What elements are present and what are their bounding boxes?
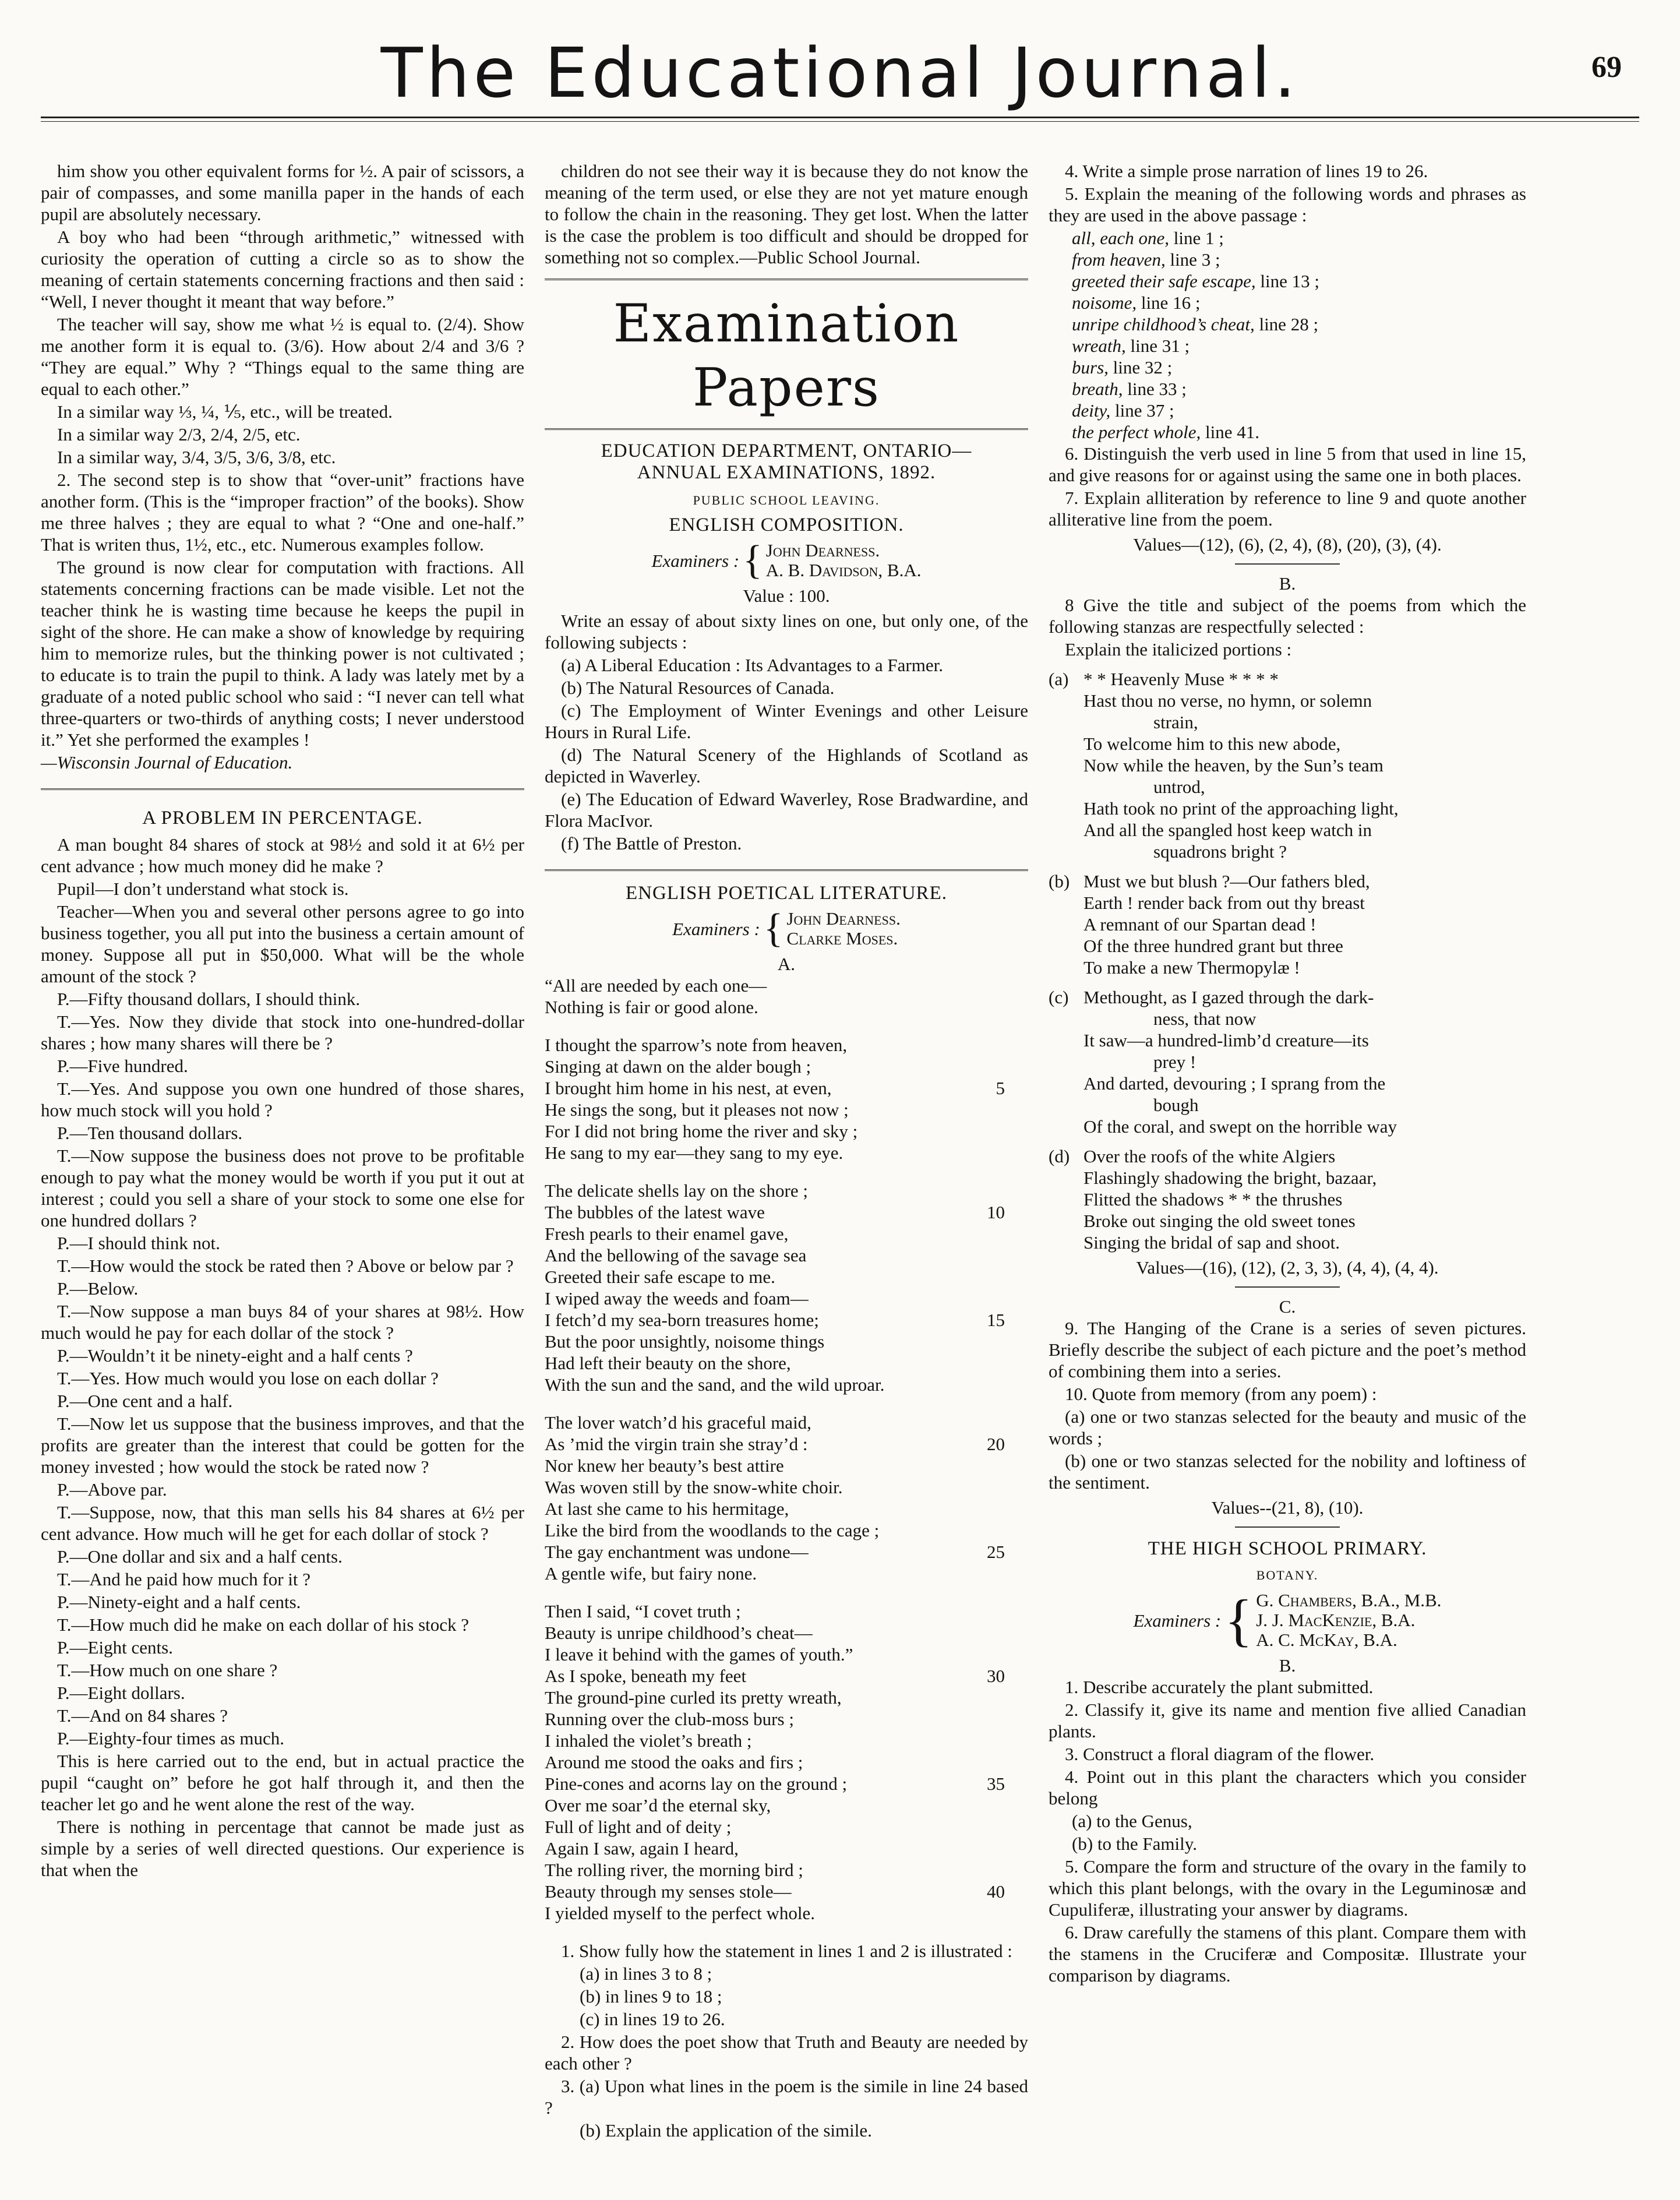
poem-line bbox=[545, 1433, 1028, 1455]
stanza-line: Broke out singing the old sweet tones bbox=[1083, 1211, 1356, 1231]
poem-line bbox=[545, 1902, 1028, 1924]
paragraph: In a similar way, 3/4, 3/5, 3/6, 3/8, etc. bbox=[57, 447, 336, 467]
poem-line bbox=[545, 1600, 1028, 1622]
dialogue-paragraph: P.—I should think not. bbox=[57, 1233, 220, 1253]
stanza-line: To welcome him to this new abode, bbox=[1083, 734, 1341, 754]
poem-line bbox=[545, 1120, 1028, 1142]
phrase: burs, bbox=[1072, 357, 1109, 378]
stanza-b bbox=[1049, 870, 1526, 978]
composition-examiners: Examiners : { John Dearness. A. B. Davidson, B.A. bbox=[651, 538, 922, 583]
poem-stanza bbox=[545, 1600, 1028, 1924]
poem-line-text: At last she came to his hermitage, bbox=[545, 1499, 789, 1519]
examiners-label: Examiners : bbox=[1133, 1610, 1222, 1631]
poem-line-text: I inhaled the violet’s breath ; bbox=[545, 1730, 752, 1751]
intro-article bbox=[41, 160, 524, 750]
stanza-tag: (c) bbox=[1049, 987, 1069, 1007]
poem-line-text: Pine-cones and acorns lay on the ground ; bbox=[545, 1774, 848, 1794]
line-number: 20 bbox=[987, 1434, 1005, 1454]
poem-line-text: And the bellowing of the savage sea bbox=[545, 1245, 807, 1265]
paragraph: The teacher will say, show me what ½ is equal to. (2/4). Show me another form it is equal to. (3/6). How about 2/4 and 3/6 ? “They are equal.” Why ? “Things equal to the same thing are equal to each other.” bbox=[41, 314, 524, 399]
botany-label: BOTANY. bbox=[1256, 1568, 1319, 1582]
dialogue-paragraph: P.—Below. bbox=[57, 1278, 139, 1299]
poem-line bbox=[545, 1881, 1028, 1902]
botany-examiners: Examiners : { G. Chambers, B.A., M.B. J. J. MacKenzie, B.A. A. C. McKay, B.A. bbox=[1133, 1588, 1442, 1652]
poem-line bbox=[545, 1476, 1028, 1498]
essay-subject: (e) The Education of Edward Waverley, Rose Bradwardine, and Flora MacIvor. bbox=[545, 789, 1028, 831]
dialogue-paragraph: T.—And on 84 shares ? bbox=[57, 1705, 228, 1726]
poem-line bbox=[545, 1099, 1028, 1120]
poem-line bbox=[545, 1751, 1028, 1773]
dept-line-1: EDUCATION DEPARTMENT, ONTARIO— bbox=[601, 440, 972, 461]
dialogue-paragraph: P.—Eighty-four times as much. bbox=[57, 1728, 285, 1748]
column-1 bbox=[41, 160, 524, 1882]
poem-line bbox=[545, 1077, 1028, 1099]
line-reference: line 37 ; bbox=[1110, 400, 1174, 421]
poem-line bbox=[545, 1519, 1028, 1541]
poem-line-text: The lover watch’d his graceful maid, bbox=[545, 1412, 811, 1433]
question-5: 5. Explain the meaning of the following words and phrases as they are used in the above passage : bbox=[1049, 184, 1526, 225]
dialogue-paragraph: P.—Eight cents. bbox=[57, 1637, 173, 1658]
stanza-line: * * Heavenly Muse * * * * bbox=[1083, 669, 1279, 689]
poem-line bbox=[545, 1352, 1028, 1374]
article-divider bbox=[41, 788, 524, 790]
question: (b) Explain the application of the simile. bbox=[580, 2120, 872, 2141]
phrase-item bbox=[1049, 421, 1526, 443]
examiner-name: J. J. MacKenzie, B.A. bbox=[1256, 1610, 1416, 1630]
question-6: 6. Distinguish the verb used in line 5 from that used in line 15, and give reasons for or against using the same one in both places. bbox=[1049, 443, 1526, 485]
botany-question: 6. Draw carefully the stamens of this plant. Compare them with the stamens in the Cruciferæ and Compositæ. Illustrate your comparison by diagrams. bbox=[1049, 1922, 1526, 1986]
stanza-line: Hath took no print of the approaching light, bbox=[1083, 798, 1399, 819]
section-a-label: A. bbox=[777, 954, 796, 974]
stanza-line: squadrons bright ? bbox=[1153, 841, 1287, 862]
poem-line-text: Beauty through my senses stole— bbox=[545, 1881, 792, 1902]
poem-line bbox=[545, 1730, 1028, 1751]
essay-subject: (d) The Natural Scenery of the Highlands of Scotland as depicted in Waverley. bbox=[545, 745, 1028, 787]
botany-question: 5. Compare the form and structure of the ovary in the family to which this plant belongs, with the ovary in the Leguminosæ and Cupuliferæ, illustrating your answer by diagrams. bbox=[1049, 1856, 1526, 1920]
dialogue-paragraph: P.—Five hundred. bbox=[57, 1056, 188, 1076]
stanza-c bbox=[1049, 986, 1526, 1137]
botany-section-label: B. bbox=[1279, 1655, 1296, 1676]
poem-line-text: I wiped away the weeds and foam— bbox=[545, 1288, 809, 1309]
phrase: from heaven, bbox=[1072, 249, 1166, 270]
poem-line-text: As I spoke, beneath my feet bbox=[545, 1666, 747, 1686]
poem-line-text: Fresh pearls to their enamel gave, bbox=[545, 1224, 789, 1244]
composition-value: Value : 100. bbox=[743, 586, 830, 606]
poem-line-text: With the sun and the sand, and the wild uproar. bbox=[545, 1374, 885, 1395]
stanza-line: ness, that now bbox=[1153, 1009, 1257, 1029]
poem-line bbox=[545, 1374, 1028, 1395]
stanza-line: prey ! bbox=[1153, 1052, 1197, 1072]
stanza-line: Flashingly shadowing the bright, bazaar, bbox=[1083, 1168, 1377, 1188]
phrase-item bbox=[1049, 270, 1526, 292]
line-reference: line 3 ; bbox=[1165, 249, 1220, 270]
poem-line-text: The bubbles of the latest wave bbox=[545, 1202, 765, 1222]
journal-title: The Educational Journal. bbox=[380, 33, 1300, 113]
poem bbox=[545, 975, 1028, 1924]
poem-line bbox=[545, 1859, 1028, 1881]
quoted-stanzas bbox=[1049, 668, 1526, 1253]
paragraph: In a similar way ⅓, ¼, ⅕, etc., will be treated. bbox=[57, 401, 393, 422]
stanza-line: Singing the bridal of sap and shoot. bbox=[1083, 1232, 1340, 1253]
essay-subject: (f) The Battle of Preston. bbox=[561, 833, 742, 854]
short-divider bbox=[1235, 1286, 1340, 1288]
dialogue-paragraph: T.—Yes. Now they divide that stock into one-hundred-dollar shares ; how many shares will there be ? bbox=[41, 1011, 524, 1053]
poem-line bbox=[545, 1816, 1028, 1838]
poem-line-text: Running over the club-moss burs ; bbox=[545, 1709, 794, 1729]
poem-line bbox=[545, 1309, 1028, 1331]
poem-line bbox=[545, 1056, 1028, 1077]
dialogue-paragraph: T.—Suppose, now, that this man sells his 84 shares at 6½ per cent advance. How much will he get for each dollar of stock ? bbox=[41, 1502, 524, 1544]
botany-question: (a) to the Genus, bbox=[1072, 1811, 1192, 1831]
question: 3. (a) Upon what lines in the poem is the simile in line 24 based ? bbox=[545, 2076, 1028, 2118]
question: 1. Show fully how the statement in lines 1 and 2 is illustrated : bbox=[561, 1941, 1012, 1961]
dialogue-paragraph: Teacher—When you and several other persons agree to go into business together, you all put into the business a certain amount of money. Suppose all put in $50,000. What will be the whole amount of the stock ? bbox=[41, 901, 524, 986]
poem-line-text: Over me soar’d the eternal sky, bbox=[545, 1795, 771, 1815]
dialogue-paragraph: P.—Wouldn’t it be ninety-eight and a half cents ? bbox=[57, 1345, 413, 1366]
poem-line bbox=[545, 1622, 1028, 1644]
stanza-line: Hast thou no verse, no hymn, or solemn bbox=[1083, 690, 1372, 711]
problem-article bbox=[41, 834, 524, 1881]
dialogue-paragraph: T.—How would the stock be rated then ? Above or below par ? bbox=[57, 1256, 514, 1276]
poem-line-text: Again I saw, again I heard, bbox=[545, 1838, 739, 1859]
poem-line-text: He sings the song, but it pleases not now ; bbox=[545, 1099, 849, 1120]
essay-subject: (b) The Natural Resources of Canada. bbox=[561, 678, 835, 698]
poem-line-text: Nor knew her beauty’s best attire bbox=[545, 1455, 784, 1476]
botany-questions bbox=[1049, 1676, 1526, 1986]
values-a: Values—(12), (6), (2, 4), (8), (20), (3), (4). bbox=[1133, 534, 1442, 555]
poem-line bbox=[545, 1838, 1028, 1859]
section-b-label: B. bbox=[1279, 573, 1296, 594]
dialogue-paragraph: T.—How much did he make on each dollar of his stock ? bbox=[57, 1614, 470, 1635]
composition-title: ENGLISH COMPOSITION. bbox=[669, 514, 904, 535]
examiner-name: John Dearness. bbox=[765, 540, 880, 560]
stanza-line: Flitted the shadows * * the thrushes bbox=[1083, 1189, 1343, 1210]
dialogue-paragraph: P.—Ten thousand dollars. bbox=[57, 1123, 243, 1143]
dialogue-paragraph: P.—Eight dollars. bbox=[57, 1683, 185, 1703]
essay-subject: (c) The Employment of Winter Evenings and other Leisure Hours in Rural Life. bbox=[545, 700, 1028, 742]
short-divider bbox=[1235, 1526, 1340, 1528]
stanza-line: It saw—a hundred-limb’d creature—its bbox=[1083, 1030, 1369, 1050]
phrase: the perfect whole, bbox=[1072, 422, 1201, 442]
section-c-label: C. bbox=[1279, 1296, 1296, 1317]
poem-line-text: Full of light and of deity ; bbox=[545, 1817, 732, 1837]
problem-title: A PROBLEM IN PERCENTAGE. bbox=[142, 808, 423, 828]
question: (a) in lines 3 to 8 ; bbox=[580, 1963, 712, 1984]
phrase-item bbox=[1049, 357, 1526, 378]
poem-line bbox=[545, 1201, 1028, 1223]
poem-line bbox=[545, 1541, 1028, 1563]
poem-line bbox=[545, 1034, 1028, 1056]
phrase: greeted their safe escape, bbox=[1072, 271, 1256, 291]
phrase-item bbox=[1049, 249, 1526, 270]
poem-line-text: I leave it behind with the games of youth.” bbox=[545, 1644, 853, 1665]
phrase-item bbox=[1049, 292, 1526, 313]
poem-line-text: As ’mid the virgin train she stray’d : bbox=[545, 1434, 808, 1454]
stanza-line: strain, bbox=[1153, 712, 1198, 732]
poetry-title: ENGLISH POETICAL LITERATURE. bbox=[626, 883, 947, 904]
column-2 bbox=[545, 160, 1028, 2142]
phrase: unripe childhood’s cheat, bbox=[1072, 314, 1255, 334]
botany-question: 3. Construct a floral diagram of the flower. bbox=[1065, 1744, 1375, 1764]
poem-line bbox=[545, 1244, 1028, 1266]
stanza-line: And all the spangled host keep watch in bbox=[1083, 820, 1372, 840]
short-divider bbox=[1235, 563, 1340, 565]
poem-line-text: A gentle wife, but fairy none. bbox=[545, 1563, 757, 1584]
poem-line-text: I brought him home in his nest, at even, bbox=[545, 1078, 832, 1098]
stanza-line: Over the roofs of the white Algiers bbox=[1083, 1146, 1336, 1166]
question-7: 7. Explain alliteration by reference to line 9 and quote another alliterative line from the poem. bbox=[1049, 488, 1526, 530]
article-continuation: children do not see their way it is because they do not know the meaning of the term used, or else they are not yet mature enough to follow the chain in the reasoning. They get lost. When the latter is the case the problem is too difficult and should be dropped for something not so complex.—Public School Journal. bbox=[545, 161, 1028, 267]
poem-stanza bbox=[545, 1180, 1028, 1395]
poem-line bbox=[545, 1708, 1028, 1730]
poem-line-text: He sang to my ear—they sang to my eye. bbox=[545, 1143, 843, 1163]
line-reference: line 1 ; bbox=[1169, 228, 1224, 248]
intro-source: —Wisconsin Journal of Education. bbox=[41, 752, 293, 773]
stanza-line: Earth ! render back from out thy breast bbox=[1083, 893, 1365, 913]
poem-line bbox=[545, 1288, 1028, 1309]
poem-line bbox=[545, 1266, 1028, 1288]
masthead bbox=[41, 29, 1639, 117]
dialogue-paragraph: P.—Ninety-eight and a half cents. bbox=[57, 1592, 301, 1612]
phrase-item bbox=[1049, 378, 1526, 400]
composition-instruction: Write an essay of about sixty lines on one, but only one, of the following subjects : bbox=[545, 611, 1028, 653]
stanza-line: A remnant of our Spartan dead ! bbox=[1083, 914, 1317, 935]
stanza-d bbox=[1049, 1145, 1526, 1253]
question: (c) in lines 19 to 26. bbox=[580, 2009, 725, 2029]
examiner-name: Clarke Moses. bbox=[786, 928, 898, 949]
phrase: all, each one, bbox=[1072, 228, 1170, 248]
stanza-line: Now while the heaven, by the Sun’s team bbox=[1083, 755, 1383, 775]
stanza-line: And darted, devouring ; I sprang from the bbox=[1083, 1073, 1386, 1094]
stanza-line: Must we but blush ?—Our fathers bled, bbox=[1083, 871, 1370, 891]
dialogue-paragraph: T.—How much on one share ? bbox=[57, 1660, 278, 1680]
question-4: 4. Write a simple prose narration of lines 19 to 26. bbox=[1065, 161, 1428, 181]
phrase-item bbox=[1049, 335, 1526, 357]
composition-options bbox=[545, 654, 1028, 854]
line-number: 25 bbox=[987, 1542, 1005, 1562]
poem-line bbox=[545, 1644, 1028, 1665]
values-c: Values--(21, 8), (10). bbox=[1211, 1497, 1364, 1518]
poem-stanza bbox=[545, 1412, 1028, 1584]
poem-line bbox=[545, 1180, 1028, 1201]
phrase: breath, bbox=[1072, 379, 1123, 399]
question-5-items bbox=[1049, 227, 1526, 443]
poem-line-text: Had left their beauty on the shore, bbox=[545, 1353, 791, 1373]
poem-epigraph bbox=[545, 975, 1028, 1018]
line-reference: line 41. bbox=[1201, 422, 1259, 442]
poem-line-text: For I did not bring home the river and sky ; bbox=[545, 1121, 858, 1141]
botany-question: (b) to the Family. bbox=[1072, 1834, 1197, 1854]
line-number: 10 bbox=[987, 1202, 1005, 1222]
line-number: 5 bbox=[996, 1078, 1005, 1098]
dialogue-paragraph: P.—Fifty thousand dollars, I should think. bbox=[57, 989, 361, 1009]
line-number: 35 bbox=[987, 1774, 1005, 1794]
section-divider-2 bbox=[545, 428, 1028, 430]
stanza-line: Methought, as I gazed through the dark- bbox=[1083, 987, 1374, 1007]
poem-line-text: I thought the sparrow’s note from heaven, bbox=[545, 1035, 848, 1055]
paragraph: 2. The second step is to show that “over-unit” fractions have another form. (This is the “improper fraction” of the books). Show me three halves ; they are equal to what ? “One and one-half.” That is writen thus, 1½, etc., etc. Numerous examples follow. bbox=[41, 470, 524, 555]
poem-line-text: Like the bird from the woodlands to the cage ; bbox=[545, 1520, 880, 1540]
stanza-line: Of the coral, and swept on the horrible way bbox=[1083, 1116, 1397, 1137]
line-reference: line 31 ; bbox=[1125, 336, 1190, 356]
dialogue-paragraph: This is here carried out to the end, but in actual practice the pupil “caught on” before he got half through it, and then the teacher let go and he went alone the rest of the way. bbox=[41, 1751, 524, 1814]
dialogue-paragraph: T.—And he paid how much for it ? bbox=[57, 1569, 311, 1589]
dialogue-paragraph: P.—Above par. bbox=[57, 1479, 167, 1500]
examiner-name: G. Chambers, B.A., M.B. bbox=[1256, 1590, 1442, 1610]
dialogue-paragraph: A man bought 84 shares of stock at 98½ and sold it at 6½ per cent advance ; how much money did he make ? bbox=[41, 834, 524, 876]
dialogue-paragraph: T.—Now suppose a man buys 84 of your shares at 98½. How much would he pay for each dollar of the stock ? bbox=[41, 1301, 524, 1343]
poem-line-text: Was woven still by the snow-white choir. bbox=[545, 1477, 843, 1497]
masthead-rule-thin bbox=[41, 121, 1639, 122]
line-number: 40 bbox=[987, 1881, 1005, 1902]
paragraph: The ground is now clear for computation with fractions. All statements concerning fractions can be made visible. Let not the teacher think he is wasting time because he keeps the pupil in sight of the shore. He can make a show of knowledge by requiring him to memorize rules, but the thinking power is not cultivated ; to educate is to train the pupil to think. A lady was lately met by a graduate of a noted public school who said : “I never can tell what three-quarters or two-thirds of anything costs; I never understood it.” Yet she performed the examples ! bbox=[41, 557, 524, 750]
column-3 bbox=[1049, 160, 1526, 1987]
poem-line bbox=[545, 1331, 1028, 1352]
paragraph: In a similar way 2/3, 2/4, 2/5, etc. bbox=[57, 424, 301, 445]
poem-line-text: Then I said, “I covet truth ; bbox=[545, 1601, 741, 1621]
botany-question: 2. Classify it, give its name and mention five allied Canadian plants. bbox=[1049, 1700, 1526, 1741]
paragraph: A boy who had been “through arithmetic,” witnessed with curiosity the operation of cutting a circle so as to show the meaning of certain statements concerning fractions and then said : “Well, I never thought it meant that way before.” bbox=[41, 227, 524, 312]
question: (b) in lines 9 to 18 ; bbox=[580, 1986, 722, 2007]
dialogue-paragraph: T.—Now suppose the business does not prove to be profitable enough to pay what the money would be worth if you put it out at interest ; could you sell a share of your stock to some one else for one hundred dollars ? bbox=[41, 1145, 524, 1231]
poem-line bbox=[545, 1773, 1028, 1794]
poem-line-text: The rolling river, the morning bird ; bbox=[545, 1860, 803, 1880]
poem-line-text: Singing at dawn on the alder bough ; bbox=[545, 1056, 811, 1077]
masthead-rule bbox=[41, 117, 1639, 118]
poem-line: Nothing is fair or good alone. bbox=[545, 997, 758, 1017]
question-10a: (a) one or two stanzas selected for the beauty and music of the words ; bbox=[1049, 1406, 1526, 1448]
poem-line-text: Around me stood the oaks and firs ; bbox=[545, 1752, 803, 1772]
line-reference: line 16 ; bbox=[1137, 292, 1201, 313]
paragraph: him show you other equivalent forms for ½. A pair of scissors, a pair of compasses, and some manilla paper in the hands of each pupil are absolutely necessary. bbox=[41, 161, 524, 224]
stanza-a bbox=[1049, 668, 1526, 862]
high-school-title: THE HIGH SCHOOL PRIMARY. bbox=[1148, 1538, 1427, 1559]
line-number: 15 bbox=[987, 1310, 1005, 1330]
stanza-line: bough bbox=[1153, 1095, 1199, 1115]
poem-stanza bbox=[545, 1034, 1028, 1164]
poem-line-text: The ground-pine curled its pretty wreath, bbox=[545, 1687, 842, 1708]
line-number: 30 bbox=[987, 1666, 1005, 1686]
phrase-item bbox=[1049, 313, 1526, 335]
dialogue-paragraph: P.—One dollar and six and a half cents. bbox=[57, 1546, 343, 1567]
phrase: noisome, bbox=[1072, 292, 1137, 313]
question: 2. How does the poet show that Truth and Beauty are needed by each other ? bbox=[545, 2032, 1028, 2074]
examiner-name: A. B. Davidson, B.A. bbox=[765, 560, 922, 580]
botany-question: 1. Describe accurately the plant submitted. bbox=[1065, 1677, 1374, 1697]
poem-line-text: Beauty is unripe childhood’s cheat— bbox=[545, 1623, 813, 1643]
examiners-label: Examiners : bbox=[651, 550, 740, 571]
examiners-label: Examiners : bbox=[672, 918, 760, 939]
poem-line-text: I fetch’d my sea-born treasures home; bbox=[545, 1310, 819, 1330]
examiner-name: A. C. McKay, B.A. bbox=[1256, 1630, 1397, 1650]
essay-subject: (a) A Liberal Education : Its Advantages to a Farmer. bbox=[561, 655, 943, 675]
poem-line bbox=[545, 1142, 1028, 1164]
poem-line bbox=[545, 1563, 1028, 1584]
poem-line bbox=[545, 1498, 1028, 1519]
phrase: wreath, bbox=[1072, 336, 1126, 356]
poem-line-text: I yielded myself to the perfect whole. bbox=[545, 1903, 815, 1923]
section-divider bbox=[545, 278, 1028, 280]
stanza-tag: (d) bbox=[1049, 1146, 1070, 1166]
poem-line bbox=[545, 1794, 1028, 1816]
poem-line-text: But the poor unsightly, noisome things bbox=[545, 1331, 825, 1352]
phrase-item bbox=[1049, 400, 1526, 421]
phrase: deity, bbox=[1072, 400, 1111, 421]
phrase-item bbox=[1049, 227, 1526, 249]
dialogue-paragraph: T.—Yes. And suppose you own one hundred of those shares, how much stock will you hold ? bbox=[41, 1078, 524, 1120]
exam-section-heading: Examination Papers bbox=[613, 293, 960, 418]
examiner-name: John Dearness. bbox=[786, 908, 901, 929]
stanza-line: untrod, bbox=[1153, 777, 1205, 797]
question-8-sub: Explain the italicized portions : bbox=[1065, 639, 1292, 660]
dialogue-paragraph: P.—One cent and a half. bbox=[57, 1391, 233, 1411]
poetry-examiners: Examiners : { John Dearness. Clarke Moses. bbox=[672, 906, 901, 951]
dialogue-paragraph: Pupil—I don’t understand what stock is. bbox=[57, 879, 349, 899]
question-9: 9. The Hanging of the Crane is a series of seven pictures. Briefly describe the subject of each picture and the poet’s method of combining them into a series. bbox=[1049, 1318, 1526, 1381]
poem-line bbox=[545, 1412, 1028, 1433]
stanza-tag: (a) bbox=[1049, 669, 1069, 689]
stanza-line: To make a new Thermopylæ ! bbox=[1083, 957, 1300, 978]
poem-line bbox=[545, 1687, 1028, 1708]
line-reference: line 13 ; bbox=[1255, 271, 1319, 291]
poem-questions bbox=[545, 1940, 1028, 2141]
dialogue-paragraph: T.—Yes. How much would you lose on each dollar ? bbox=[57, 1368, 439, 1388]
poem-line bbox=[545, 1455, 1028, 1476]
values-b: Values—(16), (12), (2, 3, 3), (4, 4), (4, 4). bbox=[1136, 1257, 1439, 1278]
question-8: 8 Give the title and subject of the poems from which the following stanzas are respectfully selected : bbox=[1049, 595, 1526, 637]
botany-question: 4. Point out in this plant the characters which you consider belong bbox=[1049, 1767, 1526, 1808]
stanza-tag: (b) bbox=[1049, 871, 1070, 891]
dialogue-paragraph: There is nothing in percentage that cannot be made just as simple by a series of well directed questions. Our experience is that when the bbox=[41, 1817, 524, 1880]
section-divider-3 bbox=[545, 869, 1028, 871]
poem-line-text: Greeted their safe escape to me. bbox=[545, 1267, 775, 1287]
dialogue-paragraph: T.—Now let us suppose that the business improves, and that the profits are greater than the interest that could be gotten for the money invested ; how would the stock be rated now ? bbox=[41, 1413, 524, 1477]
page-number: 69 bbox=[1591, 51, 1622, 84]
question-10: 10. Quote from memory (from any poem) : bbox=[1065, 1384, 1377, 1404]
poem-line-text: The gay enchantment was undone— bbox=[545, 1542, 809, 1562]
stanza-line: Of the three hundred grant but three bbox=[1083, 936, 1343, 956]
dept-line-2: ANNUAL EXAMINATIONS, 1892. bbox=[637, 462, 936, 483]
leaving-label: PUBLIC SCHOOL LEAVING. bbox=[693, 493, 880, 507]
line-reference: line 32 ; bbox=[1108, 357, 1173, 378]
poem-line: “All are needed by each one— bbox=[545, 975, 767, 996]
poem-line bbox=[545, 1223, 1028, 1244]
line-reference: line 33 ; bbox=[1123, 379, 1187, 399]
poem-line bbox=[545, 1665, 1028, 1687]
line-reference: line 28 ; bbox=[1254, 314, 1319, 334]
poem-line-text: The delicate shells lay on the shore ; bbox=[545, 1180, 808, 1201]
question-10b: (b) one or two stanzas selected for the nobility and loftiness of the sentiment. bbox=[1049, 1451, 1526, 1493]
